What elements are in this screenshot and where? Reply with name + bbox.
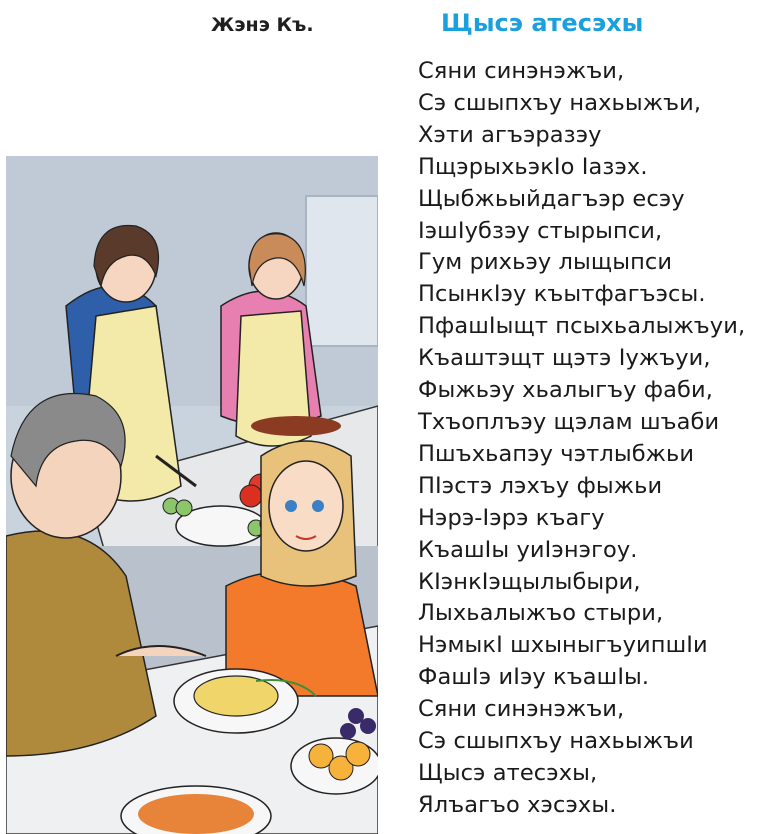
poem-line: Щысэ атесэхы, [418, 759, 598, 786]
poem-line: Гум рихьэу лыщыпси [418, 249, 673, 276]
poem-line: Сяни синэнэжъи, [418, 696, 625, 723]
poem-line: ПIэстэ лэхъу фыжьи [418, 472, 663, 499]
poem-line: КIэнкIэщылыбыри, [418, 568, 641, 595]
poem-title: Щысэ атесэхы [441, 9, 644, 37]
poem-line: ПщэрыхьэкIо Iазэх. [418, 153, 648, 180]
poem-line: Сэ сшыпхъу нахьыжъи, [418, 89, 702, 116]
poem-line: Сяни синэнэжъи, [418, 58, 625, 84]
author-name: Жэнэ Къ. [211, 14, 314, 36]
poem-line: ФашIэ иIэу къашIы. [418, 664, 650, 691]
poem-text [418, 56, 745, 822]
poem-line: ПсынкIэу къытфагъэсы. [418, 281, 706, 308]
poem-line: ПфашIыщт псыхьалыжъуи, [418, 313, 746, 340]
poem-line: Щыбжьыйдагъэр есэу [418, 185, 685, 212]
poem-line: Нэрэ-Iэрэ къагу [418, 504, 605, 531]
poem-line: Къаштэщт щэтэ Iужъуи, [418, 345, 711, 372]
poem-line: Фыжьэу хьалыгъу фаби, [418, 377, 713, 404]
poem-line: Хэти агъэразэу [418, 121, 602, 148]
poem-line: Ялъагъо хэсэхы. [418, 791, 617, 818]
poem-line: НэмыкI шхыныгъуипшIи [418, 632, 708, 659]
poem-line: Сэ сшыпхъу нахьыжъи [418, 728, 694, 755]
poem-line: IэшIубзэу стырыпси, [418, 217, 663, 244]
family-cooking-illustration [6, 156, 378, 834]
poem-line: КъашIы уиIэнэгоу. [418, 536, 638, 563]
poem-line: Тхъоплъэу щэлам шъаби [418, 408, 720, 435]
poem-line: Лыхьалыжъо стыри, [418, 600, 664, 627]
poem-line: Пшъхьапэу чэтлыбжьи [418, 440, 695, 467]
